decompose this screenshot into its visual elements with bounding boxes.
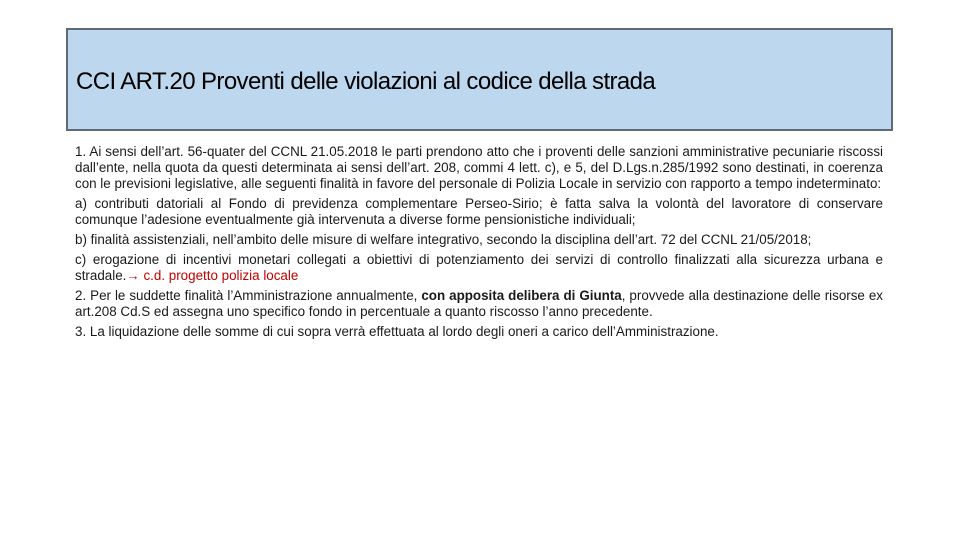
paragraph-a: a) contributi datoriali al Fondo di previdenza complementare Perseo-Sirio; è fatta salva la volontà del lavoratore di conservare comunque l’adesione eventualmente già intervenuta a diverse forme pensionistiche individuali;	[75, 196, 883, 227]
progetto-polizia-highlight: c.d. progetto polizia locale	[139, 268, 299, 283]
paragraph-b: b) finalità assistenziali, nell’ambito delle misure di welfare integrativo, secondo la disciplina dell’art. 72 del CCNL 21/05/2018;	[75, 232, 812, 247]
paragraph-2-bold: con apposita delibera di Giunta	[421, 288, 622, 303]
slide-title: CCI ART.20 Proventi delle violazioni al codice della strada	[76, 68, 656, 95]
arrow-right-icon: →	[126, 268, 140, 283]
paragraph-2-end: , provvede alla destinazione delle risorse ex art.208 Cd.S ed assegna uno specifico fondo in percentuale a quanto riscosso l’anno precedente.	[75, 288, 883, 319]
title-box	[66, 28, 893, 131]
paragraph-3: 3. La liquidazione delle somme di cui sopra verrà effettuata al lordo degli oneri a carico dell’Amministrazione.	[75, 324, 719, 339]
paragraph-c-text: c) erogazione di incentivi monetari collegati a obiettivi di potenziamento dei servizi di controllo finalizzati alla sicurezza urbana e stradale.	[75, 252, 883, 283]
article-body	[75, 144, 883, 344]
paragraph-c	[75, 252, 883, 284]
paragraph-2-start: 2. Per le suddette finalità l’Amministrazione annualmente,	[75, 288, 422, 303]
paragraph-1: 1. Ai sensi dell’art. 56-quater del CCNL 21.05.2018 le parti prendono atto che i proventi delle sanzioni amministrative pecuniarie riscossi dall’ente, nella quota da questi determinata ai sensi dell’art. 208, commi 4 lett. c), e 5, del D.Lgs.n.285/1992 sono destinati, in coerenza con le previsioni legislative, alle seguenti finalità in favore del personale di Polizia Locale in servizio con rapporto a tempo indeterminato:	[75, 144, 883, 191]
paragraph-2	[75, 288, 883, 320]
